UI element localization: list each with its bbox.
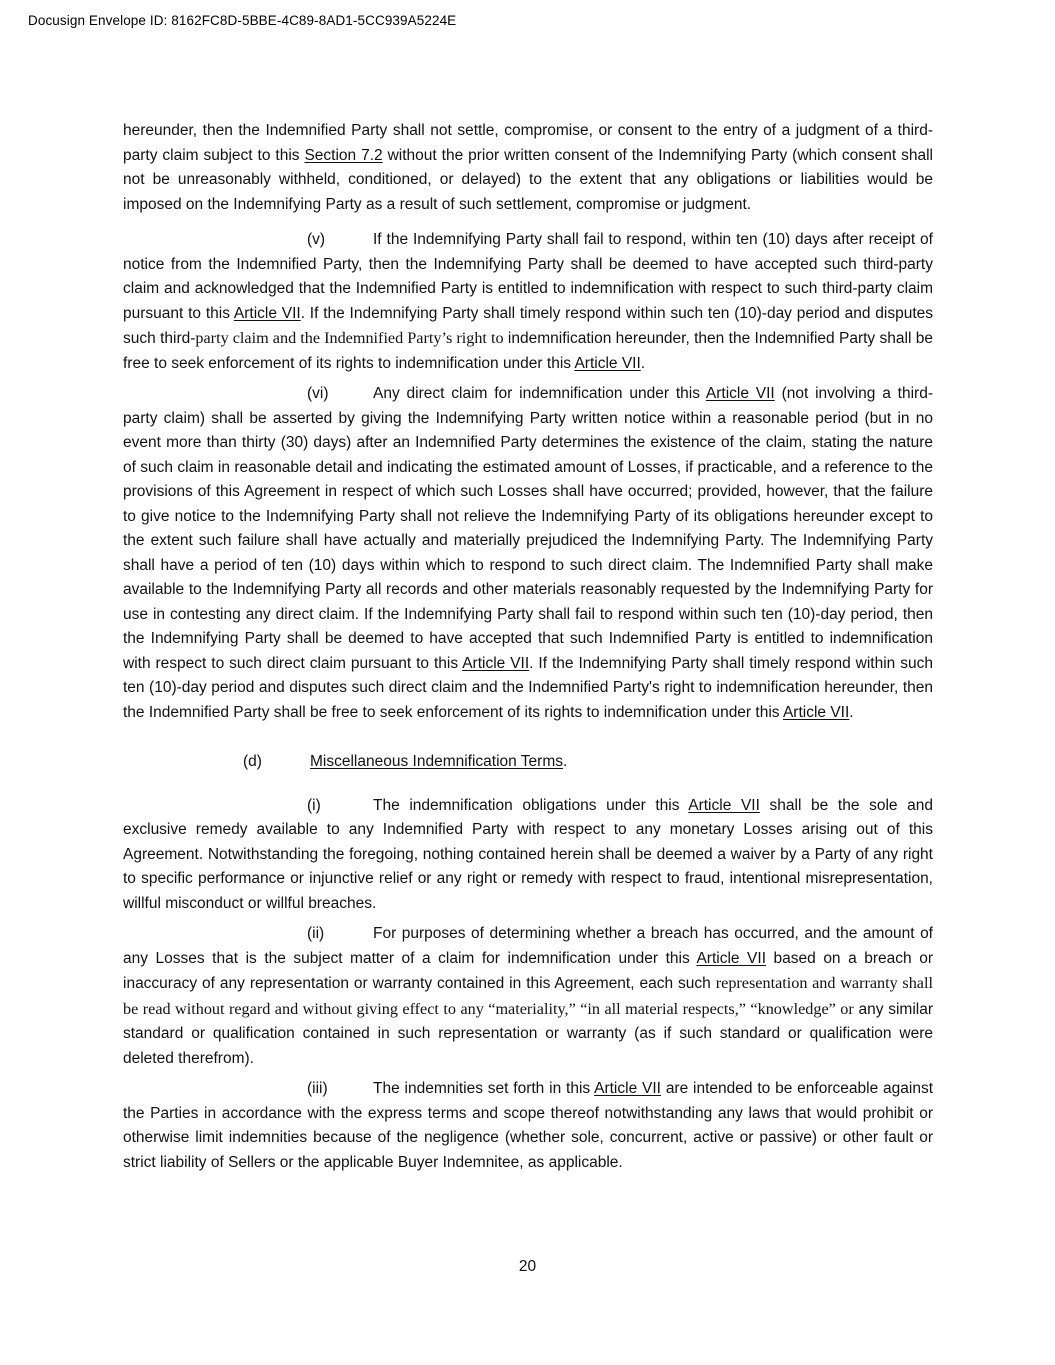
list-marker-iii: (iii)	[307, 1080, 328, 1097]
body-text: hereunder, then the Indemnified Party shall not settle, compromise, or consent to the entry of a judgment of a third-party claim subject to this	[123, 122, 933, 164]
body-text: .	[640, 354, 646, 372]
list-marker-i: (i)	[307, 796, 321, 814]
body-text: The indemnities set forth in this	[373, 1080, 595, 1097]
list-marker-vi: (vi)	[307, 385, 329, 402]
section-ref: Section 7.2	[304, 146, 383, 164]
docusign-envelope-id: Docusign Envelope ID: 8162FC8D-5BBE-4C89-8AD1-5CC939A5224E	[28, 13, 457, 28]
paragraph-continuation	[123, 119, 933, 217]
heading-text: Miscellaneous Indemnification Terms	[310, 753, 563, 770]
body-text: Any direct claim for indemnification under this	[373, 385, 706, 402]
body-text: any similar standard or qualification contained in such representation or warranty (as if such standard or qualification were deleted therefrom).	[123, 1000, 933, 1067]
clause-v	[123, 228, 933, 376]
body-text: The indemnification obligations under this	[373, 796, 689, 814]
article-ref: Article VII	[594, 1080, 661, 1097]
clause-vi	[123, 382, 933, 725]
body-text: shall be the sole and exclusive remedy available to any Indemnified Party with respect to any monetary Losses arising out of this Agreement. Notwithstanding the foregoing, nothing contained herein shall be deemed a waiver by a Party of any right to specific performance or injunctive relief or any right or remedy with respect to fraud, intentional misrepresentation, willful misconduct or willful breaches.	[123, 796, 933, 912]
article-ref: Article VII	[574, 354, 641, 372]
list-marker-d: (d)	[243, 753, 262, 770]
clause-iii	[123, 1077, 933, 1175]
body-text: without the prior written consent of the Indemnifying Party (which consent shall not be unreasonably withheld, conditioned, or delayed) to the extent that any obligations or liabilities would be imposed on the Indemnifying Party as a result of such settlement, compromise or judgment.	[123, 146, 933, 213]
page-number: 20	[518, 1258, 537, 1275]
article-ref: Article VII	[688, 796, 760, 814]
body-text: (not involving a third-party claim) shall be asserted by giving the Indemnifying Party written notice within a reasonable period (but in no event more than thirty (30) days) after an Indemnified Party determines the existence of the claim, stating the nature of such claim in reasonable detail and indicating the estimated amount of Losses, if practicable, and a reference to the provisions of this Agreement in respect of which such Losses shall have occurred; provided, however, that the failure to give notice to the Indemnifying Party shall not relieve the Indemnifying Party of its obligations hereunder except to the extent such failure shall have actually and materially prejudiced the Indemnifying Party. The Indemnifying Party shall have a period of ten (10) days within which to respond to such direct claim. The Indemnified Party shall make available to the Indemnifying Party all records and other materials reasonably requested by the Indemnifying Party for use in contesting any direct claim. If the Indemnifying Party shall fail to respond within such ten (10)-day period, then the Indemnifying Party shall be deemed to have accepted that such Indemnified Party is entitled to indemnification with respect to such direct claim pursuant to this	[123, 385, 933, 672]
list-marker-v: (v)	[307, 231, 326, 248]
body-text: For purposes of determining whether a breach has occurred, and the amount of any Losses that is the subject matter of a claim for indemnification under this	[123, 925, 933, 967]
list-marker-ii: (ii)	[307, 925, 325, 942]
body-text: If the Indemnifying Party shall fail to respond, within ten (10) days after receipt of notice from the Indemnified Party, then the Indemnifying Party shall be deemed to have accepted such third-party claim and acknowledged that the Indemnified Party is entitled to indemnification with respect to such third-party claim pursuant to this	[123, 231, 933, 322]
article-ref: Article VII	[782, 703, 850, 721]
article-ref: Article VII	[705, 385, 775, 402]
body-text: indemnification hereunder, then the Indemnified Party shall be free to seek enforcement of its rights to indemnification under this	[123, 330, 933, 372]
body-text: .	[563, 753, 568, 770]
clause-i	[123, 794, 933, 917]
article-ref: Article VII	[233, 304, 301, 322]
body-text: are intended to be enforceable against the Parties in accordance with the express terms and scope thereof notwithstanding any laws that would prohibit or otherwise limit indemnities because of the negligence (whether sole, concurrent, active or passive) or other fault or strict liability of Sellers or the applicable Buyer Indemnitee, as applicable.	[123, 1080, 934, 1171]
heading-miscellaneous-indemnification-terms	[123, 750, 933, 775]
body-text: based on a breach or inaccuracy of any representation or warranty contained in this Agreement, each such	[123, 949, 933, 992]
body-text: .	[849, 703, 854, 721]
body-text: . If the Indemnifying Party shall timely respond within such ten (10)-day period and disputes such direct claim and the Indemnified Party's right to indemnification hereunder, then the Indemnified Party shall be free to seek enforcement of its rights to indemnification under this	[123, 654, 933, 721]
body-text-serif: party claim and the Indemnified Party’s right to	[195, 329, 504, 347]
body-text-serif: representation and warranty shall be read without regard and without giving effect to any “materiality,” “in all material respects,” “knowledge” or	[123, 974, 933, 1018]
clause-ii	[123, 922, 933, 1071]
article-ref: Article VII	[462, 654, 530, 672]
article-ref: Article VII	[696, 949, 766, 967]
body-text: . If the Indemnifying Party shall timely respond within such ten (10)-day period and disputes such third-	[123, 304, 933, 347]
document-body	[123, 119, 933, 1181]
